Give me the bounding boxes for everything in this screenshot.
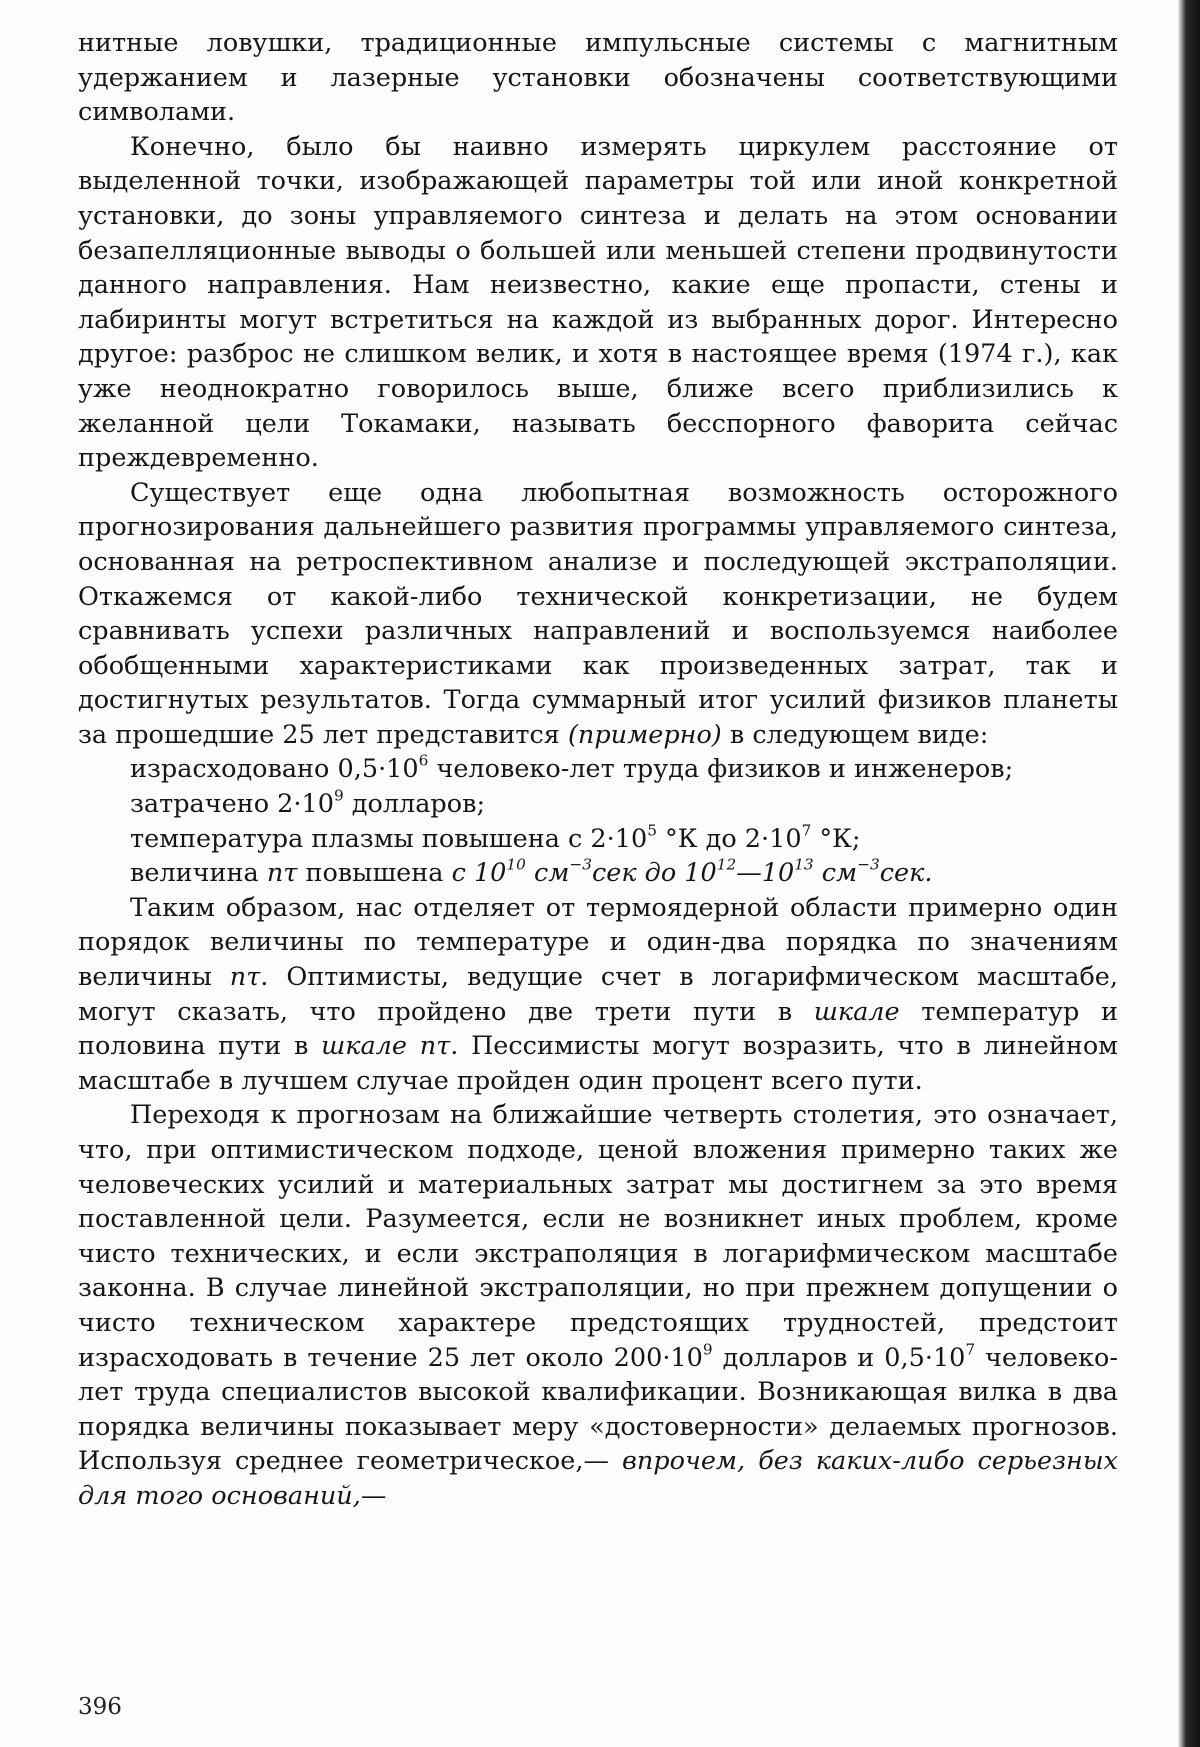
- page-number: 396: [78, 1694, 122, 1720]
- italic-text: nτ: [229, 962, 261, 993]
- text-run: . Пессимисты могут возразить, что в линейном масштабе в лучшем случае пройден один процент всего пути.: [78, 1031, 1119, 1096]
- italic-text: см: [525, 858, 570, 889]
- text-run: нитные ловушки, традиционные импульсные системы с магнитным удержанием и лазерные установки обозначены соответствующими символами.: [78, 28, 1118, 128]
- paragraph: [78, 891, 1118, 1099]
- italic-text: впрочем, без каких-либо серьезных для того оснований,: [78, 1446, 1119, 1511]
- superscript: −3: [857, 855, 880, 874]
- text-run: Переходя к прогнозам на ближайшие четверть столетия, это означает, что, при оптимистическом подходе, ценой вложения примерно таких же человеческих усилий и материальных затрат мы достигнем за это время поставленной цели. Разумеется, если не возникнет иных проблем, кроме чисто технических, и если экстраполяция в логарифмическом масштабе законна. В случае линейной экстраполяции, но при прежнем допущении о чисто техническом характере предстоящих трудностей, предстоит израсходовать в течение 25 лет около 200·10: [78, 1100, 1118, 1373]
- superscript: 7: [965, 1340, 976, 1359]
- italic-text: nτ: [266, 858, 298, 889]
- italic-text: (примерно): [567, 719, 722, 750]
- superscript: 9: [333, 786, 344, 805]
- italic-text: до 10: [636, 858, 717, 889]
- text-run: израсходовано 0,5·10: [130, 754, 419, 785]
- superscript: 5: [647, 821, 657, 840]
- text-run: в следующем виде:: [721, 719, 989, 750]
- italic-text: сек: [591, 858, 637, 889]
- text-run: Таким образом, нас отделяет от термоядерной области примерно один порядок величины по температуре и один-два порядка по значениям величины: [78, 892, 1118, 993]
- superscript: −3: [569, 855, 592, 874]
- text-run: человеко-лет труда специалистов высокой квалификации. Возникающая вилка в два порядка величины показывает меру «достоверности» делаемых прогнозов. Используя среднее геометрическое,—: [78, 1342, 1118, 1477]
- paragraph: [78, 476, 1118, 753]
- italic-text: см: [813, 858, 858, 889]
- text-run: Конечно, было бы наивно измерять циркулем расстояние от выделенной точки, изображающей параметры той или иной конкретной установки, до зоны управляемого синтеза и делать на этом основании безапелляционные выводы о большей или меньшей степени продвинутости данного направления. Нам неизвестно, какие еще пропасти, стены и лабиринты могут встретиться на каждой из выбранных дорог. Интересно другое: разброс не слишком велик, и хотя в настоящее время (1974 г.), как уже неоднократно говорилось выше, ближе всего приблизились к желанной цели Токамаки, называть бесспорного фаворита сейчас преждевременно.: [78, 131, 1118, 474]
- text-run: долларов;: [343, 789, 486, 820]
- text-run: °К;: [811, 823, 861, 854]
- italic-text: с 10: [451, 858, 507, 889]
- text-run: повышена: [297, 858, 452, 889]
- paragraph: [78, 130, 1118, 476]
- superscript: 9: [702, 1340, 713, 1359]
- scan-edge-shadow: [1178, 0, 1200, 1747]
- italic-text: —10: [736, 858, 795, 889]
- italic-text: шкале: [813, 996, 900, 1027]
- list-item: [78, 822, 1118, 857]
- list-item: [78, 787, 1118, 822]
- text-run: °К до 2·10: [656, 823, 802, 854]
- superscript: 13: [794, 855, 814, 874]
- text-run: . Оптимисты, ведущие счет в логарифмическом масштабе, могут сказать, что пройдено две трети пути в: [78, 962, 1118, 1027]
- superscript: 10: [506, 855, 526, 874]
- text-run: температур и половина пути в: [78, 996, 1118, 1062]
- superscript: 6: [418, 752, 429, 770]
- list-item: [78, 856, 1118, 891]
- superscript: 7: [801, 821, 812, 840]
- text-column: [78, 26, 1118, 1514]
- text-run: Существует еще одна любопытная возможность осторожного прогнозирования дальнейшего развития программы управляемого синтеза, основанная на ретроспективном анализе и последующей экстраполяции. Откажемся от какой-либо технической конкретизации, не будем сравнивать успехи различных направлений и воспользуемся наиболее обобщенными характеристиками как произведенных затрат, так и достигнутых результатов. Тогда суммарный итог усилий физиков планеты за прошедшие 25 лет представится: [78, 477, 1118, 750]
- italic-text: сек.: [879, 858, 933, 889]
- superscript: 12: [716, 855, 737, 874]
- text-run: затрачено 2·10: [130, 789, 334, 820]
- text-run: человеко-лет труда физиков и инженеров;: [428, 754, 1014, 785]
- text-run: величина: [130, 858, 267, 889]
- italic-text: шкале nτ: [321, 1031, 451, 1062]
- paragraph: [78, 26, 1118, 130]
- text-run: —: [360, 1480, 387, 1511]
- list-item: [78, 752, 1118, 787]
- paragraph: [78, 1098, 1118, 1513]
- text-run: долларов и 0,5·10: [712, 1342, 966, 1373]
- text-run: температура плазмы повышена с 2·10: [130, 823, 648, 854]
